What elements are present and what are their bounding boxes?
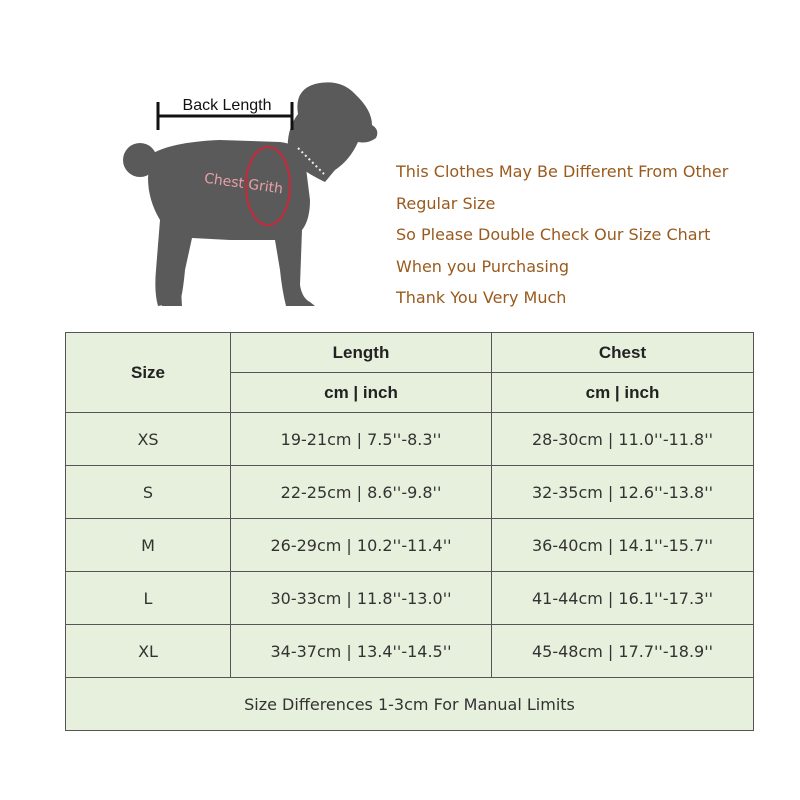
table-row	[66, 413, 754, 466]
chest-header: Chest	[492, 333, 754, 373]
notice-line: So Please Double Check Our Size Chart	[396, 225, 711, 244]
chest-cell: 45-48cm | 17.7''-18.9''	[492, 625, 754, 678]
length-cell: 19-21cm | 7.5''-8.3''	[231, 413, 492, 466]
length-cell: 26-29cm | 10.2''-11.4''	[231, 519, 492, 572]
chest-unit-header: cm | inch	[492, 373, 754, 413]
chest-girth-label: Chest Grith	[203, 170, 284, 198]
size-cell: L	[66, 572, 231, 625]
dog-size-illustration	[110, 70, 390, 320]
chest-cell: 28-30cm | 11.0''-11.8''	[492, 413, 754, 466]
back-length-label: Back Length	[182, 97, 272, 114]
size-difference-note: Size Differences 1-3cm For Manual Limits	[66, 678, 754, 731]
length-unit-header: cm | inch	[231, 373, 492, 413]
notice-text	[396, 156, 796, 314]
footer-row	[66, 678, 754, 731]
size-header: Size	[66, 333, 231, 413]
size-cell: M	[66, 519, 231, 572]
notice-line: Thank You Very Much	[396, 288, 567, 307]
length-cell: 30-33cm | 11.8''-13.0''	[231, 572, 492, 625]
length-cell: 22-25cm | 8.6''-9.8''	[231, 466, 492, 519]
table-row	[66, 572, 754, 625]
size-cell: XL	[66, 625, 231, 678]
size-cell: XS	[66, 413, 231, 466]
length-header: Length	[231, 333, 492, 373]
table-row	[66, 519, 754, 572]
length-cell: 34-37cm | 13.4''-14.5''	[231, 625, 492, 678]
notice-line: Regular Size	[396, 193, 496, 213]
table-row	[66, 466, 754, 519]
size-chart-table	[65, 332, 754, 731]
notice-line: This Clothes May Be Different From Other	[396, 162, 729, 181]
chest-cell: 32-35cm | 12.6''-13.8''	[492, 466, 754, 519]
size-cell: S	[66, 466, 231, 519]
notice-line: When you Purchasing	[396, 256, 570, 276]
table-row	[66, 625, 754, 678]
header-row	[66, 333, 754, 373]
chest-cell: 41-44cm | 16.1''-17.3''	[492, 572, 754, 625]
chest-cell: 36-40cm | 14.1''-15.7''	[492, 519, 754, 572]
